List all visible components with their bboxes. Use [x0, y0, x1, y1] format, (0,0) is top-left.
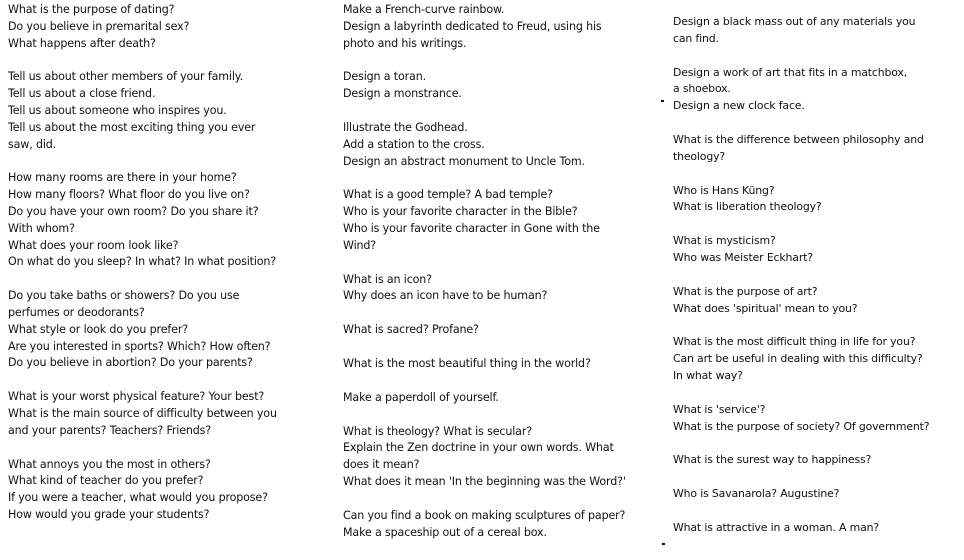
paragraph — [673, 284, 963, 318]
paragraph — [673, 65, 963, 115]
paragraph — [343, 187, 661, 254]
text-line: Are you interested in sports? Which? How often? — [8, 339, 271, 353]
text-line: and your parents? Teachers? Friends? — [8, 423, 212, 437]
text-line: Who is your favorite character in the Bible? — [343, 205, 578, 219]
text-line: How would you grade your students? — [8, 507, 210, 521]
column-3 — [673, 14, 963, 554]
text-line: Add a station to the cross. — [343, 137, 485, 151]
paragraph — [8, 69, 326, 153]
paragraph — [673, 132, 963, 166]
text-line: What is sacred? Profane? — [343, 323, 479, 337]
text-line: Design a toran. — [343, 70, 426, 84]
text-line: With whom? — [8, 221, 75, 235]
paragraph — [343, 356, 661, 373]
text-line: What is the difference between philosophy and — [673, 132, 924, 146]
text-line: Who is your favorite character in Gone with the — [343, 221, 600, 235]
text-line: Design an abstract monument to Uncle Tom. — [343, 154, 585, 168]
paragraph — [343, 2, 661, 52]
text-line: What is your worst physical feature? Your best? — [8, 390, 265, 404]
text-line: saw, did. — [8, 137, 57, 151]
paragraph — [343, 424, 661, 491]
text-line: Who was Meister Eckhart? — [673, 250, 813, 264]
text-line: What kind of teacher do you prefer? — [8, 474, 204, 488]
text-line: What is theology? What is secular? — [343, 424, 532, 438]
paragraph — [8, 170, 326, 271]
paragraph — [8, 288, 326, 372]
text-line: Design a monstrance. — [343, 87, 462, 101]
paragraph — [673, 233, 963, 267]
text-line: Tell us about a close friend. — [8, 87, 156, 101]
text-line: perfumes or deodorants? — [8, 305, 145, 319]
text-line: What does it mean 'In the beginning was the Word?' — [343, 474, 626, 488]
paragraph — [343, 508, 661, 542]
text-line: Design a new clock face. — [673, 99, 805, 113]
text-line: Why does an icon have to be human? — [343, 289, 548, 303]
column-2 — [343, 2, 661, 558]
text-line: Illustrate the Godhead. — [343, 120, 468, 134]
text-line: Who is Savanarola? Augustine? — [673, 487, 840, 501]
text-line: Design a work of art that fits in a matchbox, — [673, 65, 908, 79]
text-line: What is an icon? — [343, 272, 432, 286]
stray-mark — [661, 100, 664, 102]
text-line: What is 'service'? — [673, 402, 766, 416]
paragraph — [673, 402, 963, 436]
text-line: Tell us about other members of your family. — [8, 70, 243, 84]
paragraph — [8, 2, 326, 52]
paragraph — [343, 272, 661, 306]
text-line: Explain the Zen doctrine in your own words. What — [343, 441, 614, 455]
text-line: What is the most difficult thing in life for you? — [673, 335, 916, 349]
text-line: Do you take baths or showers? Do you use — [8, 289, 240, 303]
text-line: Can you find a book on making sculptures of paper? — [343, 508, 626, 522]
paragraph — [8, 389, 326, 439]
text-line: What is the surest way to happiness? — [673, 453, 872, 467]
text-line: What is the most beautiful thing in the world? — [343, 356, 591, 370]
paragraph — [673, 334, 963, 384]
text-line: What is the main source of difficulty between you — [8, 406, 277, 420]
text-line: can find. — [673, 31, 719, 45]
text-line: Design a labyrinth dedicated to Freud, using his — [343, 19, 602, 33]
text-line: If you were a teacher, what would you propose? — [8, 491, 268, 505]
text-line: What is attractive in a woman. A man? — [673, 520, 880, 534]
text-line: In what way? — [673, 368, 743, 382]
paragraph — [673, 520, 963, 537]
text-line: Make a paperdoll of yourself. — [343, 390, 499, 404]
text-line: theology? — [673, 149, 726, 163]
text-line: How many rooms are there in your home? — [8, 171, 237, 185]
paragraph — [673, 486, 963, 503]
text-line: Do you believe in abortion? Do your parents? — [8, 356, 253, 370]
text-line: Tell us about someone who inspires you. — [8, 103, 227, 117]
text-line: What is the purpose of dating? — [8, 3, 175, 16]
text-line: What annoys you the most in others? — [8, 457, 211, 471]
text-line: What is the purpose of art? — [673, 284, 818, 298]
text-line: Wind? — [343, 238, 377, 252]
text-line: What is mysticism? — [673, 234, 776, 248]
text-line: Tell us about the most exciting thing you ever — [8, 120, 256, 134]
text-line: does it mean? — [343, 458, 420, 472]
text-line: a shoebox. — [673, 82, 731, 96]
paragraph — [343, 69, 661, 103]
column-1 — [8, 2, 326, 541]
text-line: Do you have your own room? Do you share it? — [8, 204, 259, 218]
paragraph — [673, 452, 963, 469]
text-line: What is liberation theology? — [673, 200, 822, 214]
text-line: What happens after death? — [8, 36, 156, 50]
text-line: Make a spaceship out of a cereal box. — [343, 525, 547, 539]
paragraph — [8, 457, 326, 524]
paragraph — [673, 14, 963, 48]
text-line: What does 'spiritual' mean to you? — [673, 301, 858, 315]
paragraph — [673, 183, 963, 217]
text-line: What is a good temple? A bad temple? — [343, 188, 553, 202]
text-line: How many floors? What floor do you live on? — [8, 188, 250, 202]
paragraph — [343, 322, 661, 339]
paragraph — [343, 120, 661, 170]
text-line: Do you believe in premarital sex? — [8, 19, 190, 33]
text-line: Make a French-curve rainbow. — [343, 3, 505, 16]
text-line: What is the purpose of society? Of government? — [673, 419, 930, 433]
text-line: Can art be useful in dealing with this difficulty? — [673, 352, 923, 366]
text-line: Design a black mass out of any materials you — [673, 15, 916, 28]
text-line: What does your room look like? — [8, 238, 179, 252]
stray-mark — [662, 543, 665, 545]
text-line: On what do you sleep? In what? In what position? — [8, 255, 277, 269]
text-line: photo and his writings. — [343, 36, 467, 50]
text-line: What style or look do you prefer? — [8, 322, 188, 336]
paragraph — [343, 390, 661, 407]
text-line: Who is Hans Küng? — [673, 183, 775, 197]
